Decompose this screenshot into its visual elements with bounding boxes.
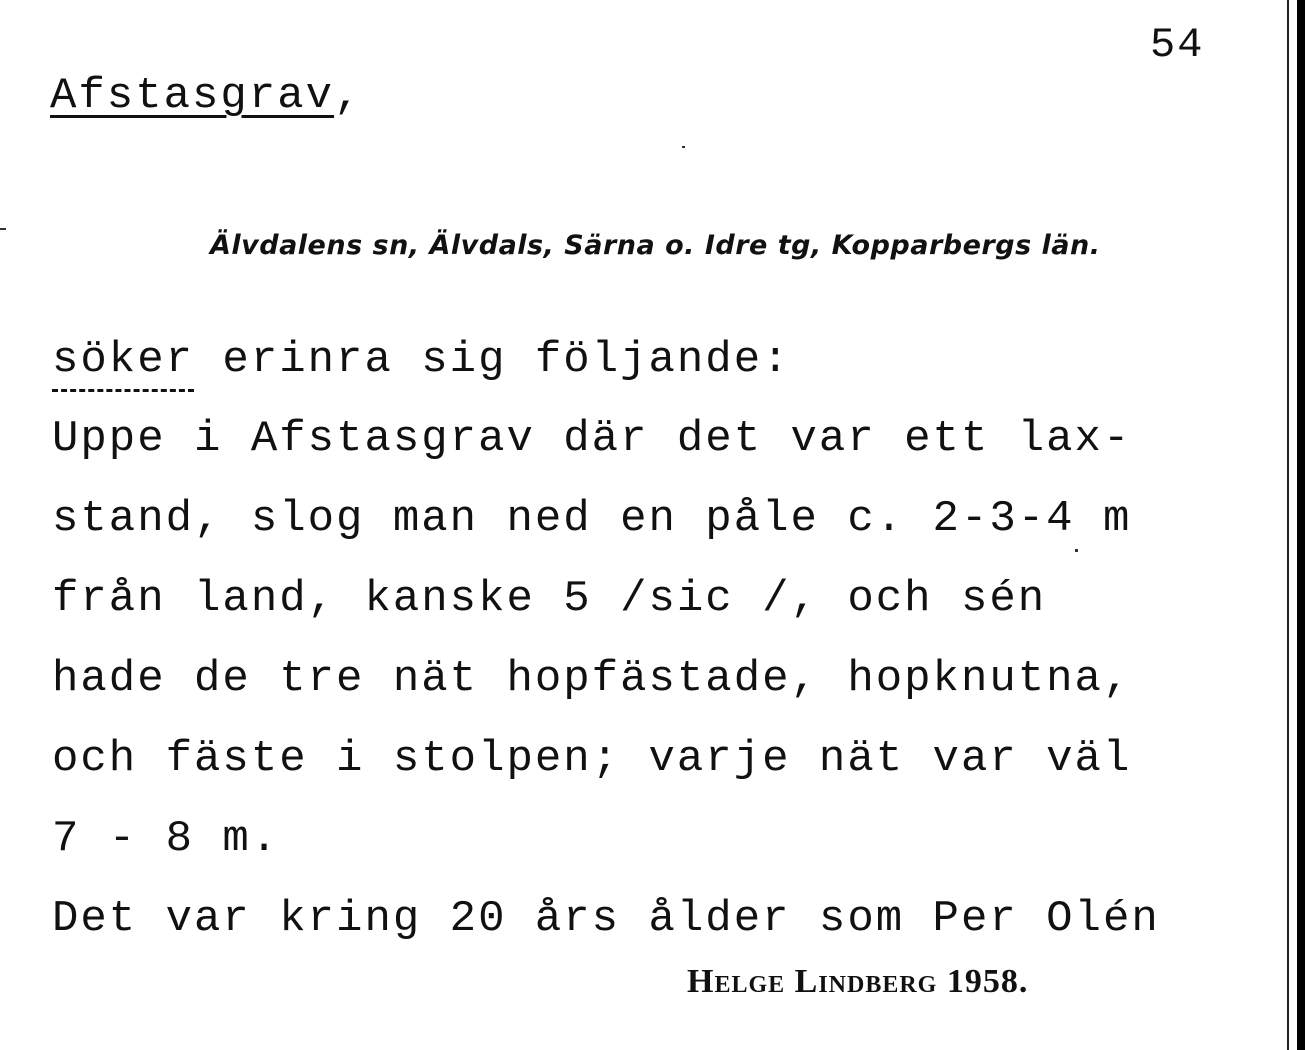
card-edge-shadow: [1297, 0, 1305, 1050]
text-line-5: hade de tre nät hopfästade, hopknutna,: [52, 654, 1132, 704]
locality-line: Älvdalens sn, Älvdals, Särna o. Idre tg, Kopparbergs län.: [210, 230, 1101, 261]
signature-credit: Helge Lindberg 1958.: [687, 963, 1029, 1000]
page-number: 54: [1150, 21, 1205, 69]
text-line-1-rest: erinra sig följande:: [194, 335, 791, 385]
scan-speck: [682, 146, 685, 148]
underlined-word: söker: [52, 335, 194, 392]
card-edge-line: [1287, 0, 1289, 1050]
text-line-7: 7 - 8 m.: [52, 814, 280, 864]
text-line-2: Uppe i Afstasgrav där det var ett lax-: [52, 414, 1132, 464]
title-word: Afstasgrav: [50, 71, 335, 121]
text-line-3: stand, slog man ned en påle c. 2-3-4 m: [52, 494, 1132, 544]
title-punctuation: ,: [334, 71, 363, 121]
text-line-6: och fäste i stolpen; varje nät var väl: [52, 734, 1132, 784]
text-line-8: Det var kring 20 års ålder som Per Olén: [52, 894, 1160, 944]
card-title: [50, 71, 363, 121]
scan-speck: [1075, 549, 1078, 552]
text-line-4: från land, kanske 5 /sic /, och sén: [52, 574, 1047, 624]
scan-speck: [0, 228, 6, 230]
text-line-1: [52, 335, 791, 385]
